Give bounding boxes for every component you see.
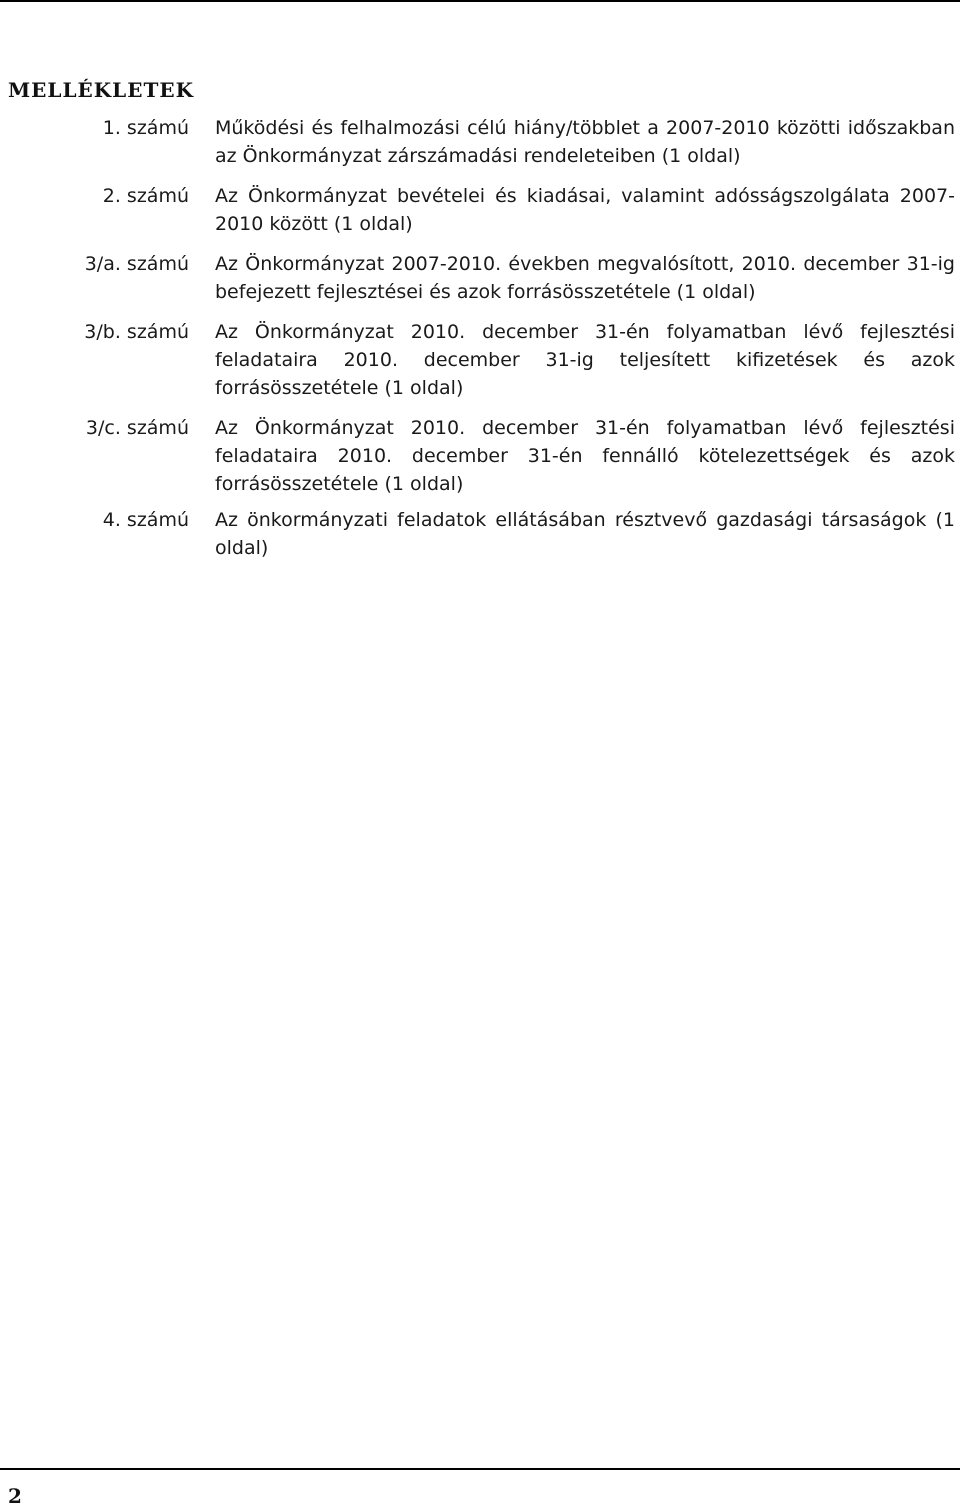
appendix-description: Az Önkormányzat bevételei és kiadásai, valamint adósságszolgálata 2007-2010 között (1 oldal) <box>215 185 955 235</box>
footer-rule <box>0 1468 960 1470</box>
appendix-description: Működési és felhalmozási célú hiány/többlet a 2007-2010 közötti időszakban az Önkormányzat zárszámadási rendeleteiben (1 oldal) <box>215 117 955 167</box>
appendix-description: Az Önkormányzat 2010. december 31-én folyamatban lévő fejlesztési feladataira 2010. december 31-ig teljesített kifizetések és azok forrásösszetétele (1 oldal) <box>215 321 955 399</box>
appendix-label: 3/a. számú <box>84 253 189 275</box>
appendix-label: 4. számú <box>102 509 189 531</box>
appendix-label: 2. számú <box>102 185 189 207</box>
appendix-label: 1. számú <box>102 117 189 139</box>
page-number: 2 <box>8 1484 22 1508</box>
appendix-description: Az Önkormányzat 2007-2010. években megvalósított, 2010. december 31-ig befejezett fejlesztései és azok forrásösszetétele (1 oldal) <box>215 253 955 303</box>
appendix-description: Az önkormányzati feladatok ellátásában résztvevő gazdasági társaságok (1 oldal) <box>215 509 955 559</box>
appendix-label: 3/b. számú <box>84 321 189 343</box>
appendix-label: 3/c. számú <box>85 417 189 439</box>
section-heading: MELLÉKLETEK <box>8 78 194 102</box>
appendix-description: Az Önkormányzat 2010. december 31-én folyamatban lévő fejlesztési feladataira 2010. december 31-én fennálló kötelezettségek és azok forrásösszetétele (1 oldal) <box>215 417 955 495</box>
top-rule <box>0 0 960 2</box>
